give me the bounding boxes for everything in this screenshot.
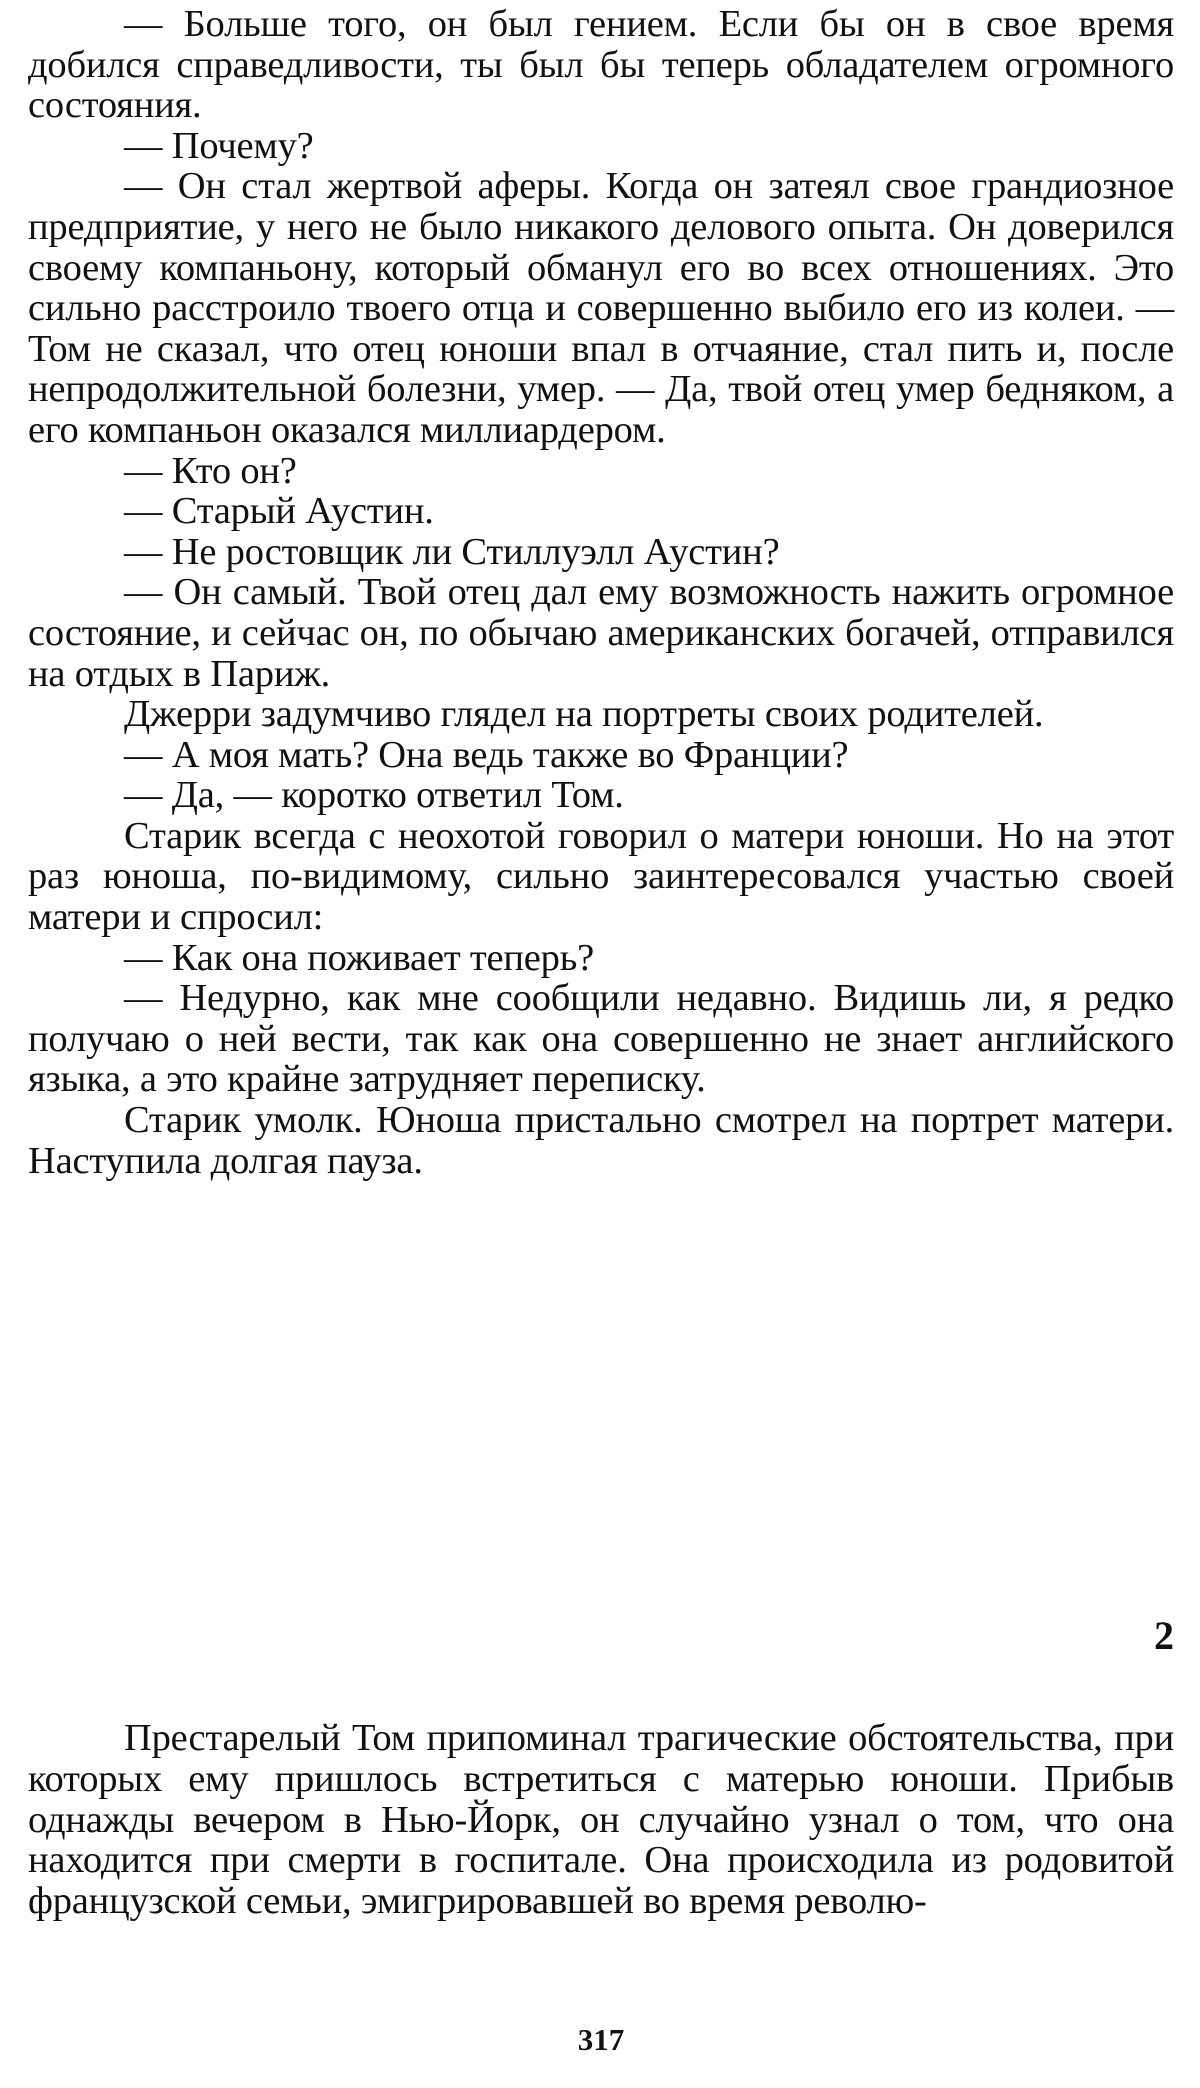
chapter-number: 2: [1154, 1613, 1174, 1658]
paragraph: Старик умолк. Юноша пристально смотрел на портрет матери. Наступила долгая пауза.: [28, 1099, 1174, 1182]
paragraph: — Больше того, он был гением. Если бы он в свое время добился справедливости, ты был бы теперь обладателем огромного состояния.: [28, 3, 1174, 127]
text-block-bottom: [28, 1718, 1174, 1922]
text-block-top: [28, 0, 1174, 1181]
paragraph: — Он стал жертвой аферы. Когда он затеял свое грандиозное предприятие, у него не было никакого делового опыта. Он доверился своему компаньону, который обманул его во всех отношениях. Это сильно расстроило твоего отца и совершенно выбило его из колеи. — Том не сказал, что отец юноши впал в отчаяние, стал пить и, после непродолжительной болезни, умер. — Да, твой отец умер бедняком, а его компаньон оказался миллиардером.: [28, 165, 1174, 451]
paragraph: — А моя мать? Она ведь также во Франции?: [124, 733, 849, 776]
paragraph: — Почему?: [124, 124, 314, 167]
paragraph: Старик всегда с неохотой говорил о матери юноши. Но на этот раз юноша, по-видимому, сильно заинтересовался участью своей матери и спросил:: [28, 814, 1174, 939]
paragraph: Престарелый Том припоминал трагические обстоятельства, при которых ему пришлось встретиться с матерью юноши. Прибыв однажды вечером в Нью-Йорк, он случайно узнал о том, что она находится при смерти в госпитале. Она происходила из родовитой французской семьи, эмигрировавшей во время револю-: [28, 1717, 1174, 1923]
paragraph: — Он самый. Твой отец дал ему возможность нажить огромное состояние, и сейчас он, по обычаю американских богачей, отправился на отдых в Париж.: [28, 571, 1174, 695]
paragraph: — Да, — коротко ответил Том.: [124, 774, 624, 817]
book-page: [28, 0, 1174, 2088]
paragraph: — Кто он?: [124, 449, 297, 492]
paragraph: — Не ростовщик ли Стиллуэлл Аустин?: [124, 530, 780, 573]
paragraph: — Старый Аустин.: [124, 490, 434, 533]
paragraph: Джерри задумчиво глядел на портреты своих родителей.: [124, 693, 1044, 736]
paragraph: — Как она поживает теперь?: [124, 936, 594, 979]
page-number: 317: [577, 2022, 625, 2057]
paragraph: — Недурно, как мне сообщили недавно. Видишь ли, я редко получаю о ней вести, так как она совершенно не знает английского языка, а это крайне затрудняет переписку.: [28, 977, 1174, 1101]
